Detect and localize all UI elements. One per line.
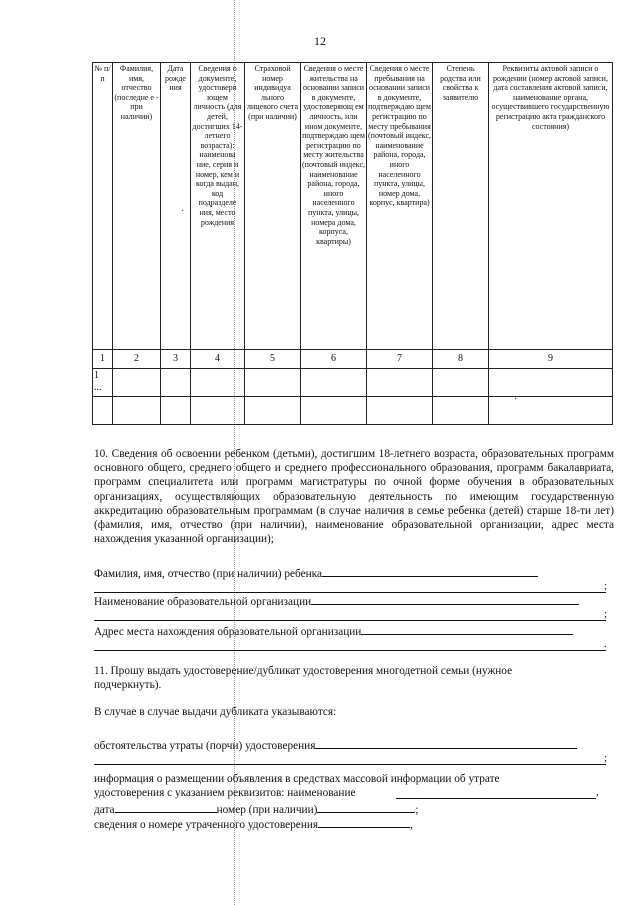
row-index: 1 — [94, 370, 99, 381]
semicolon-mark: ; — [415, 804, 419, 816]
table-header-row — [93, 63, 613, 350]
semicolon-mark: ; — [604, 580, 608, 592]
org-address-field-row — [94, 624, 614, 638]
lost-cert-label: сведения о номере утраченного удостоверения — [94, 819, 319, 831]
number-cell: 4 — [191, 350, 245, 369]
child-name-input-line[interactable] — [94, 592, 606, 593]
loss-circumstances-input[interactable] — [315, 738, 577, 749]
header-cell: Сведения о месте жительства на основании записи в документе, удостоверяющ ем личность, или ином документе, подтверждаю щем регистрацию по месту жительства (почтовый индекс, наименование района, города, иного населенного пункта, улицы, номера дома, корпуса, квартиры) — [301, 63, 367, 350]
number-cell: 2 — [113, 350, 161, 369]
table-cell[interactable] — [301, 369, 367, 397]
header-cell: Сведения о месте пребывания на основании записи в документе, подтверждаю щем регистрацию по месту пребывания (почтовый индекс, наименование района, города, иного населенного пункта, улицы, номер дома, корпус, квартира) — [367, 63, 433, 350]
org-address-label: Адрес места нахождения образовательной организации — [94, 626, 362, 638]
header-cell: Страховой номер индивидуа льного лицевого счета (при наличии) — [245, 63, 301, 350]
number-cell: 5 — [245, 350, 301, 369]
loss-circumstances-input-line[interactable] — [94, 764, 606, 765]
table-cell[interactable] — [191, 397, 245, 425]
table-cell[interactable] — [301, 397, 367, 425]
lost-cert-input[interactable] — [318, 817, 410, 828]
child-name-field-row — [94, 566, 614, 580]
number-cell: 7 — [367, 350, 433, 369]
number-cell: 9 — [489, 350, 613, 369]
date-input[interactable] — [115, 802, 217, 813]
org-address-input-line[interactable] — [94, 650, 606, 651]
table-cell[interactable] — [433, 397, 489, 425]
semicolon-mark: ; — [604, 752, 608, 764]
number-cell: 1 — [93, 350, 113, 369]
table-cell[interactable] — [191, 369, 245, 397]
table-cell[interactable] — [433, 369, 489, 397]
section-11-text: 11. Прошу выдать удостоверение/дубликат удостоверения многодетной семьи (нужное подчеркнуть). — [94, 665, 513, 692]
table-cell[interactable] — [489, 397, 613, 425]
period-mark: . — [604, 638, 607, 650]
loss-circumstances-row — [94, 738, 614, 752]
org-name-field-row — [94, 594, 614, 608]
table-cell[interactable] — [93, 397, 113, 425]
header-cell: Дата рожде ния — [161, 63, 191, 350]
lost-cert-row — [94, 817, 614, 831]
scan-speck: · — [181, 206, 185, 217]
header-cell: Реквизиты актовой записи о рождении (номер актовой записи, дата составления актовой записи, наименование органа, осуществившего государственную регистрацию акта гражданского состояния) — [489, 63, 613, 350]
comma-mark: , — [410, 819, 413, 831]
org-name-label: Наименование образовательной организации — [94, 596, 312, 608]
loss-circumstances-label: обстоятельства утраты (порчи) удостоверения — [94, 740, 316, 752]
date-label: дата — [94, 804, 115, 816]
child-name-input[interactable] — [322, 566, 538, 577]
row-index-cell[interactable] — [93, 369, 113, 397]
number-cell: 8 — [433, 350, 489, 369]
table-cell[interactable] — [489, 369, 613, 397]
child-name-label: Фамилия, имя, отчество (при наличии) ребенка — [94, 568, 322, 580]
table-number-row — [93, 350, 613, 369]
table-row — [93, 369, 613, 397]
table-row — [93, 397, 613, 425]
scan-speck: · — [514, 394, 518, 405]
page-number: 12 — [314, 34, 326, 48]
table-cell[interactable] — [245, 397, 301, 425]
org-name-input-line[interactable] — [94, 620, 606, 621]
media-name-input-line[interactable] — [396, 798, 596, 799]
row-ellipsis: ... — [94, 382, 102, 393]
number-label: номер (при наличии) — [216, 804, 318, 816]
table-cell[interactable] — [367, 397, 433, 425]
semicolon-mark: ; — [604, 608, 608, 620]
media-info-label: информация о размещении объявления в средствах массовой информации об утрате удостоверения с указанием реквизитов: наименование — [94, 773, 500, 800]
section-10-text: 10. Сведения об освоении ребенком (детьми), достигшим 18-летнего возраста, образовательных программ основного общего, среднего общего и среднего профессионального образования, программ бакалавриата, программ специалитета или программ магистратуры по очной форме обучения в образовательных организациях, осуществляющих образовательную деятельность по имеющим государственную аккредитацию образовательным программам (в случае наличия в семье ребенка (детей) старше 18-ти лет) (фамилия, имя, отчество (при наличии), наименование образовательной организации, адрес места нахождения указанной организации); — [94, 448, 614, 546]
org-address-input[interactable] — [361, 624, 573, 635]
header-cell: Сведения о документе, удостоверя ющем личность (для детей, достигших 14-летнего возраста): наименова ние, серия и номер, кем и когда выдан, код подразделе ния, место рождения — [191, 63, 245, 350]
table-cell[interactable] — [367, 369, 433, 397]
date-number-row — [94, 802, 614, 816]
org-name-input[interactable] — [311, 594, 579, 605]
header-cell: Степень родства или свойства к заявителю — [433, 63, 489, 350]
number-input[interactable] — [317, 802, 415, 813]
header-cell: № п/п — [93, 63, 113, 350]
header-cell: Фамилия, имя, отчество (последне е - при наличии) — [113, 63, 161, 350]
table-cell[interactable] — [113, 369, 161, 397]
comma-mark: , — [596, 786, 599, 798]
table-cell[interactable] — [161, 369, 191, 397]
duplicate-intro: В случае в случае выдачи дубликата указываются: — [94, 706, 337, 718]
table-cell[interactable] — [245, 369, 301, 397]
children-table — [92, 62, 613, 425]
number-cell: 3 — [161, 350, 191, 369]
table-cell[interactable] — [113, 397, 161, 425]
number-cell: 6 — [301, 350, 367, 369]
table-cell[interactable] — [161, 397, 191, 425]
